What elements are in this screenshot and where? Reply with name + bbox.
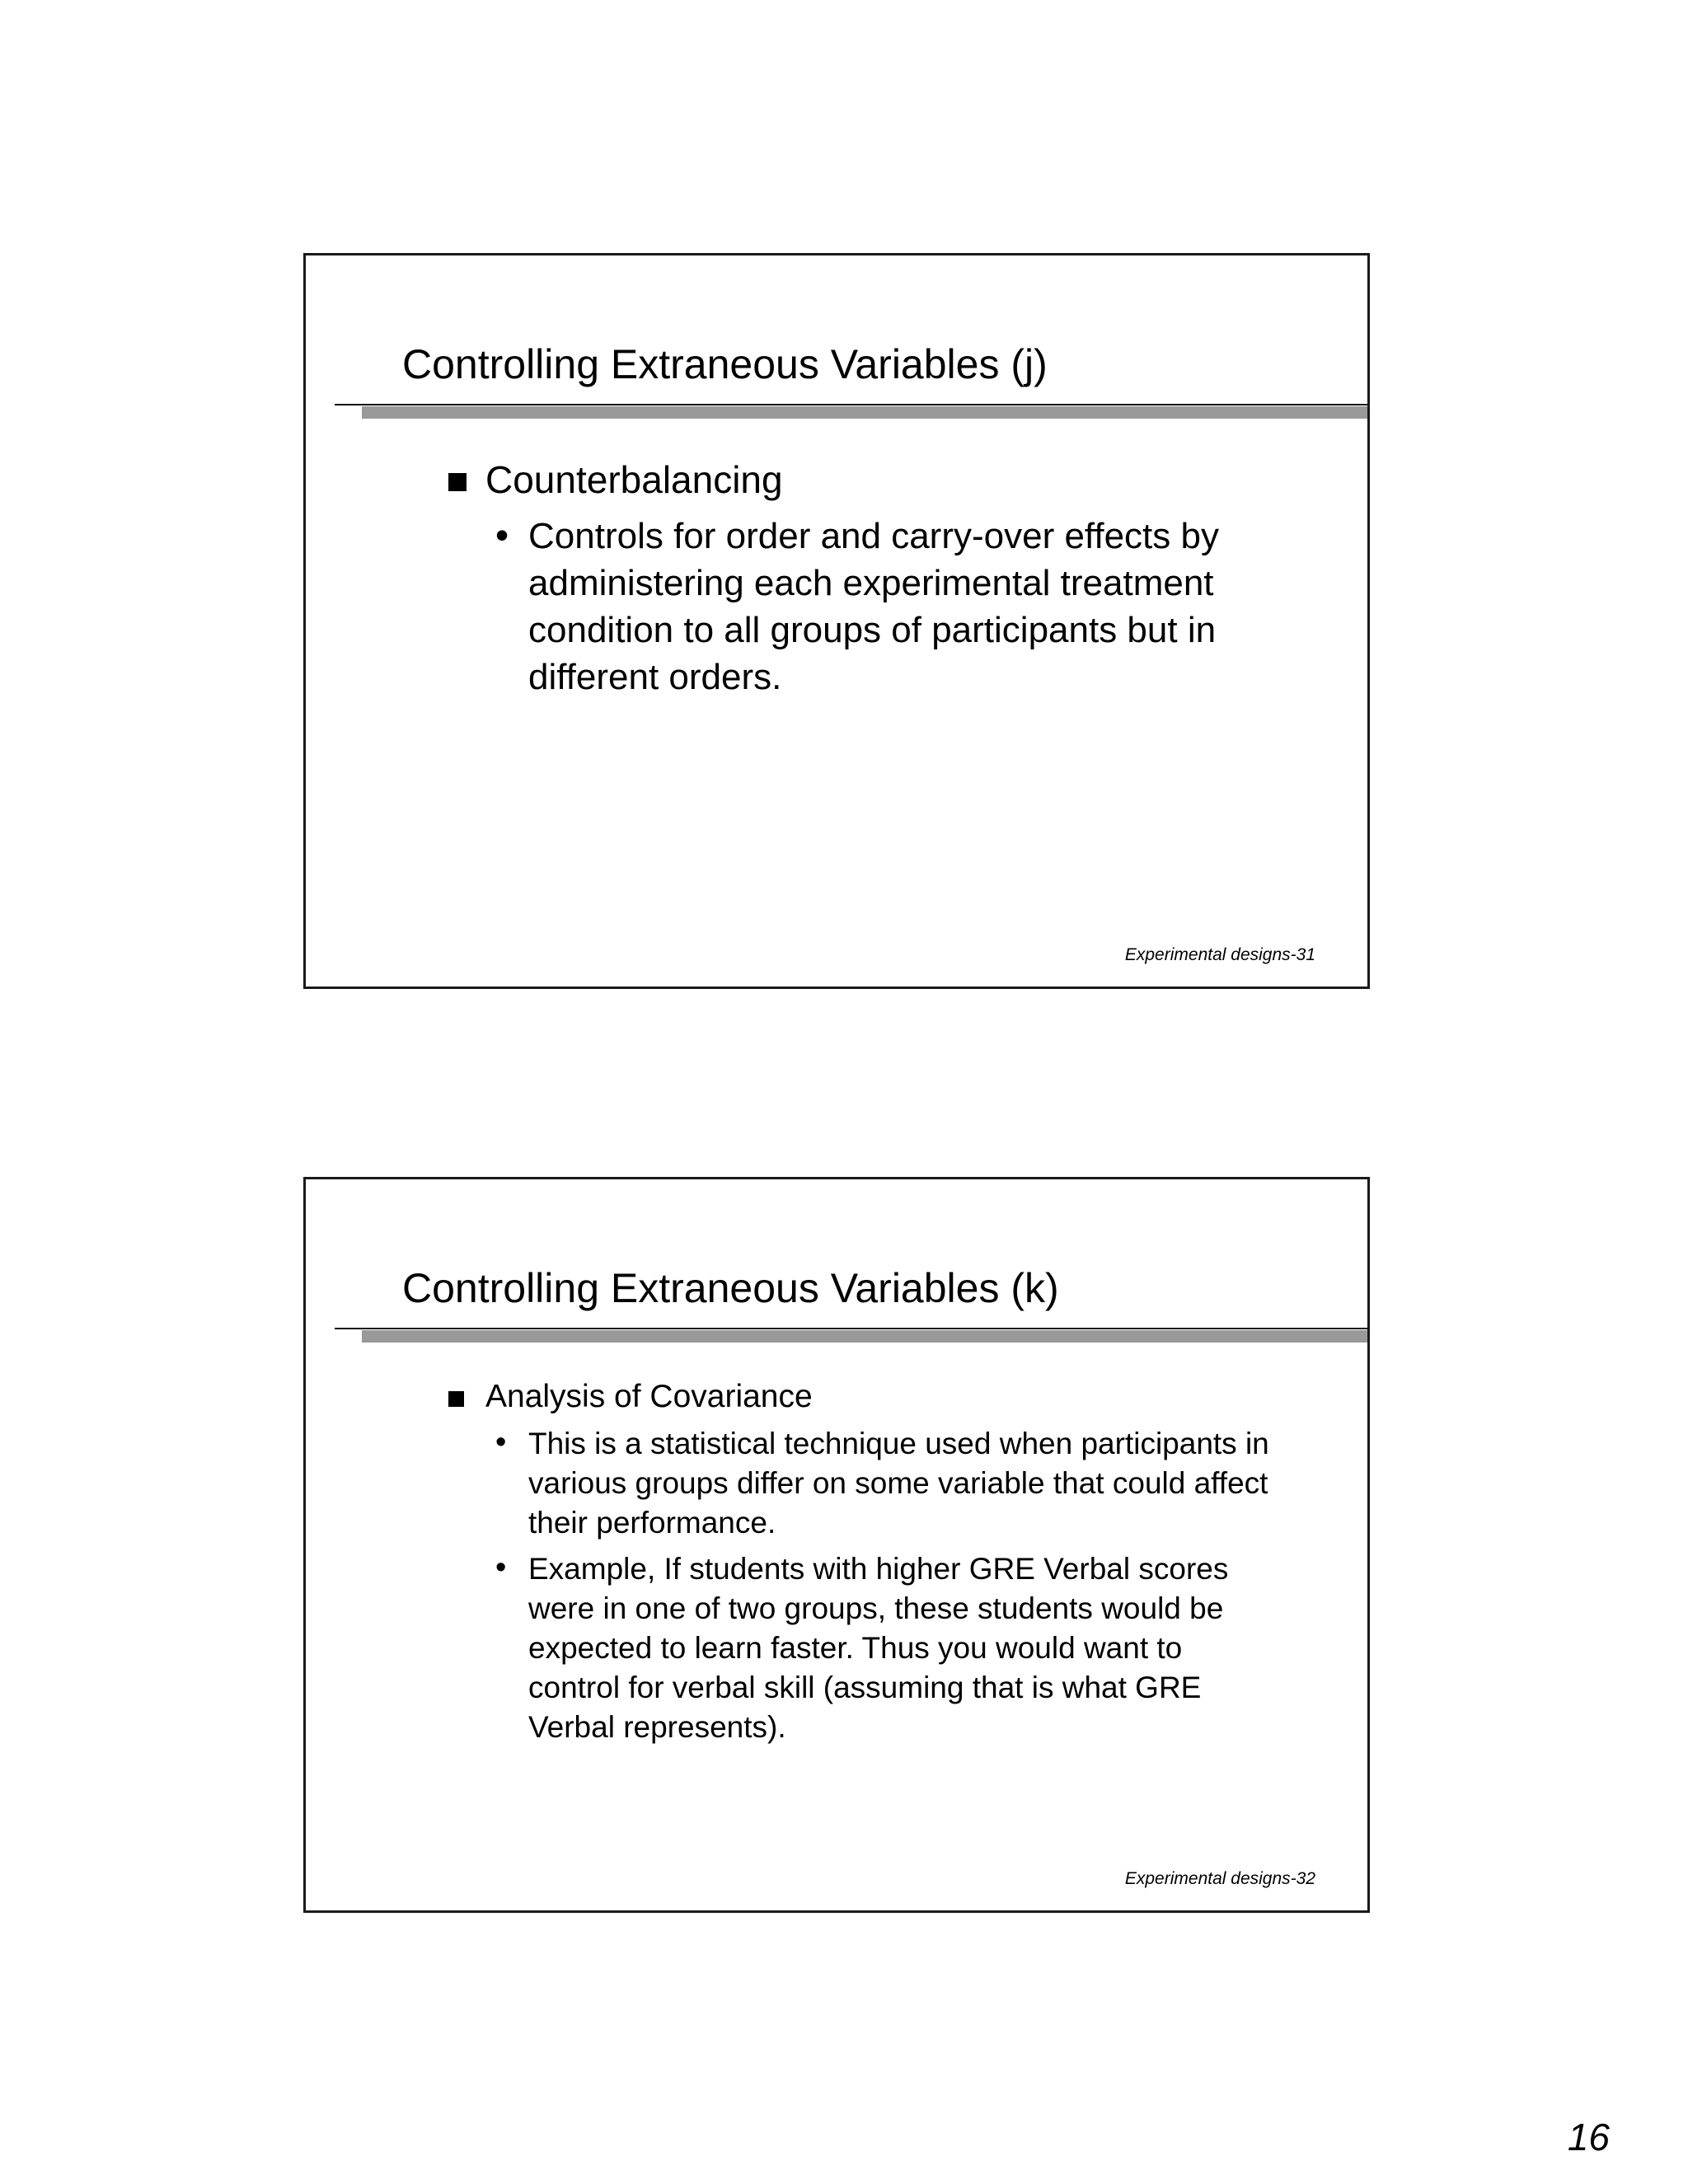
sub-bullet-text: This is a statistical technique used when participants in various groups differ on some variable that could affect their performance. bbox=[528, 1427, 1269, 1540]
slide-footer: Experimental designs-32 bbox=[1124, 1869, 1315, 1888]
bullet-heading: Counterbalancing bbox=[485, 458, 783, 501]
bullet-heading: Analysis of Covariance bbox=[485, 1379, 813, 1414]
title-divider-thin bbox=[335, 1328, 1367, 1329]
title-divider-thick bbox=[362, 1330, 1367, 1343]
sub-bullet-text: Controls for order and carry-over effects by administering each experimental treatment condition to all groups of participants but in different orders. bbox=[528, 516, 1219, 697]
square-bullet-icon bbox=[448, 473, 467, 491]
dot-bullet-icon: • bbox=[495, 1425, 507, 1460]
slide-32 bbox=[303, 1177, 1370, 1913]
sub-bullet-text: Example, If students with higher GRE Verbal scores were in one of two groups, these students would be expected to learn faster. Thus you would want to control for verbal skill (assuming that is what GRE Verbal represents). bbox=[528, 1552, 1229, 1744]
page-number: 16 bbox=[1567, 2116, 1610, 2158]
slide-title: Controlling Extraneous Variables (k) bbox=[402, 1265, 1059, 1311]
dot-bullet-icon: • bbox=[495, 513, 509, 556]
title-divider-thick bbox=[362, 406, 1367, 419]
slide-footer: Experimental designs-31 bbox=[1124, 945, 1315, 964]
dot-bullet-icon: • bbox=[495, 1550, 507, 1585]
slide-31 bbox=[303, 253, 1370, 989]
title-divider-thin bbox=[335, 404, 1367, 405]
square-bullet-icon bbox=[448, 1391, 464, 1407]
slide-title: Controlling Extraneous Variables (j) bbox=[402, 341, 1048, 387]
